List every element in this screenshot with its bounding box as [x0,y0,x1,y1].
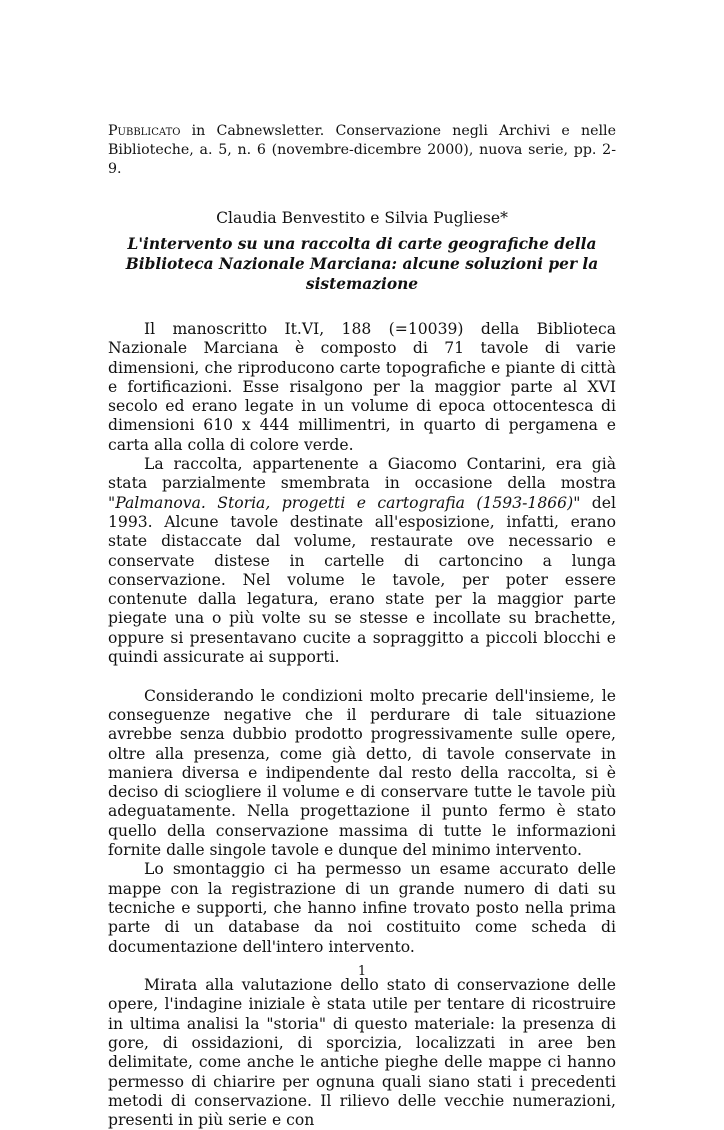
paragraph-1: Il manoscritto It.VI, 188 (=10039) della Biblioteca Nazionale Marciana è composto di 71 tavole di varie dimensioni, che riproducono carte topografiche e piante di città e fortificazioni. Esse risalgono per la maggior parte al XVI secolo ed erano legate in un volume di epoca ottocentesca di dimensioni 610 x 444 millimentri, in quarto di pergamena e carta alla colla di colore verde. [108,320,616,454]
paragraph-2-text-a: La raccolta, appartenente a Giacomo Contarini, era già stata parzialmente smembrata in occasione della mostra " [108,455,616,512]
article-body [108,320,616,1130]
publication-details: in Cabnewsletter. Conservazione negli Archivi e nelle Biblioteche, a. 5, n. 6 (novembre-dicembre 2000), nuova serie, pp. 2-9. [108,123,616,177]
paragraph-2-text-b: " del 1993. Alcune tavole destinate all'esposizione, infatti, erano state distaccate dal volume, restaurate ove necessario e conservate distese in cartelle di cartoncino a lunga conservazione. Nel volume le tavole, per poter essere contenute dalla legatura, erano state per la maggior parte piegate una o più volte su se stesse e incollate su brachette, oppure si presentavano cucite a sopraggitto a piccoli blocchi e quindi assicurate ai supporti. [108,493,616,667]
paragraph-5: Mirata alla valutazione dello stato di conservazione delle opere, l'indagine iniziale è stata utile per tentare di ricostruire in ultima analisi la "storia" di questo materiale: la presenza di gore, di ossidazioni, di sporcizia, localizzati in aree ben delimitate, come anche le antiche pieghe delle mappe ci hanno permesso di chiarire per ognuna quali siano stati i precedenti metodi di conservazione. Il rilievo delle vecchie numerazioni, presenti in più serie e con [108,976,616,1130]
publication-note [108,122,616,179]
exhibition-title: Palmanova. Storia, progetti e cartografia (1593-1866) [115,493,574,512]
article-authors: Claudia Benvestito e Silvia Pugliese* [216,209,508,227]
article-title: L'intervento su una raccolta di carte geografiche della Biblioteca Nazionale Marciana: alcune soluzioni per la sistemazione [125,235,599,293]
paragraph-4: Lo smontaggio ci ha permesso un esame accurato delle mappe con la registrazione di un grande numero di dati su tecniche e supporti, che hanno infine trovato posto nella prima parte di un database da noi costituito come scheda di documentazione dell'intero intervento. [108,860,616,956]
paragraph-3: Considerando le condizioni molto precarie dell'insieme, le conseguenze negative che il perdurare di tale situazione avrebbe senza dubbio prodotto progressivamente sulle opere, oltre alla presenza, come già detto, di tavole conservate in maniera diversa e indipendente dal resto della raccolta, si è deciso di sciogliere il volume e di conservare tutte le tavole più adeguatamente. Nella progettazione il punto fermo è stato quello della conservazione massima di tutte le informazioni fornite dalle singole tavole e dunque del minimo intervento. [108,686,616,860]
published-label: Pubblicato [108,123,181,139]
page-number: 1 [357,964,367,979]
paragraph-2 [108,455,616,667]
